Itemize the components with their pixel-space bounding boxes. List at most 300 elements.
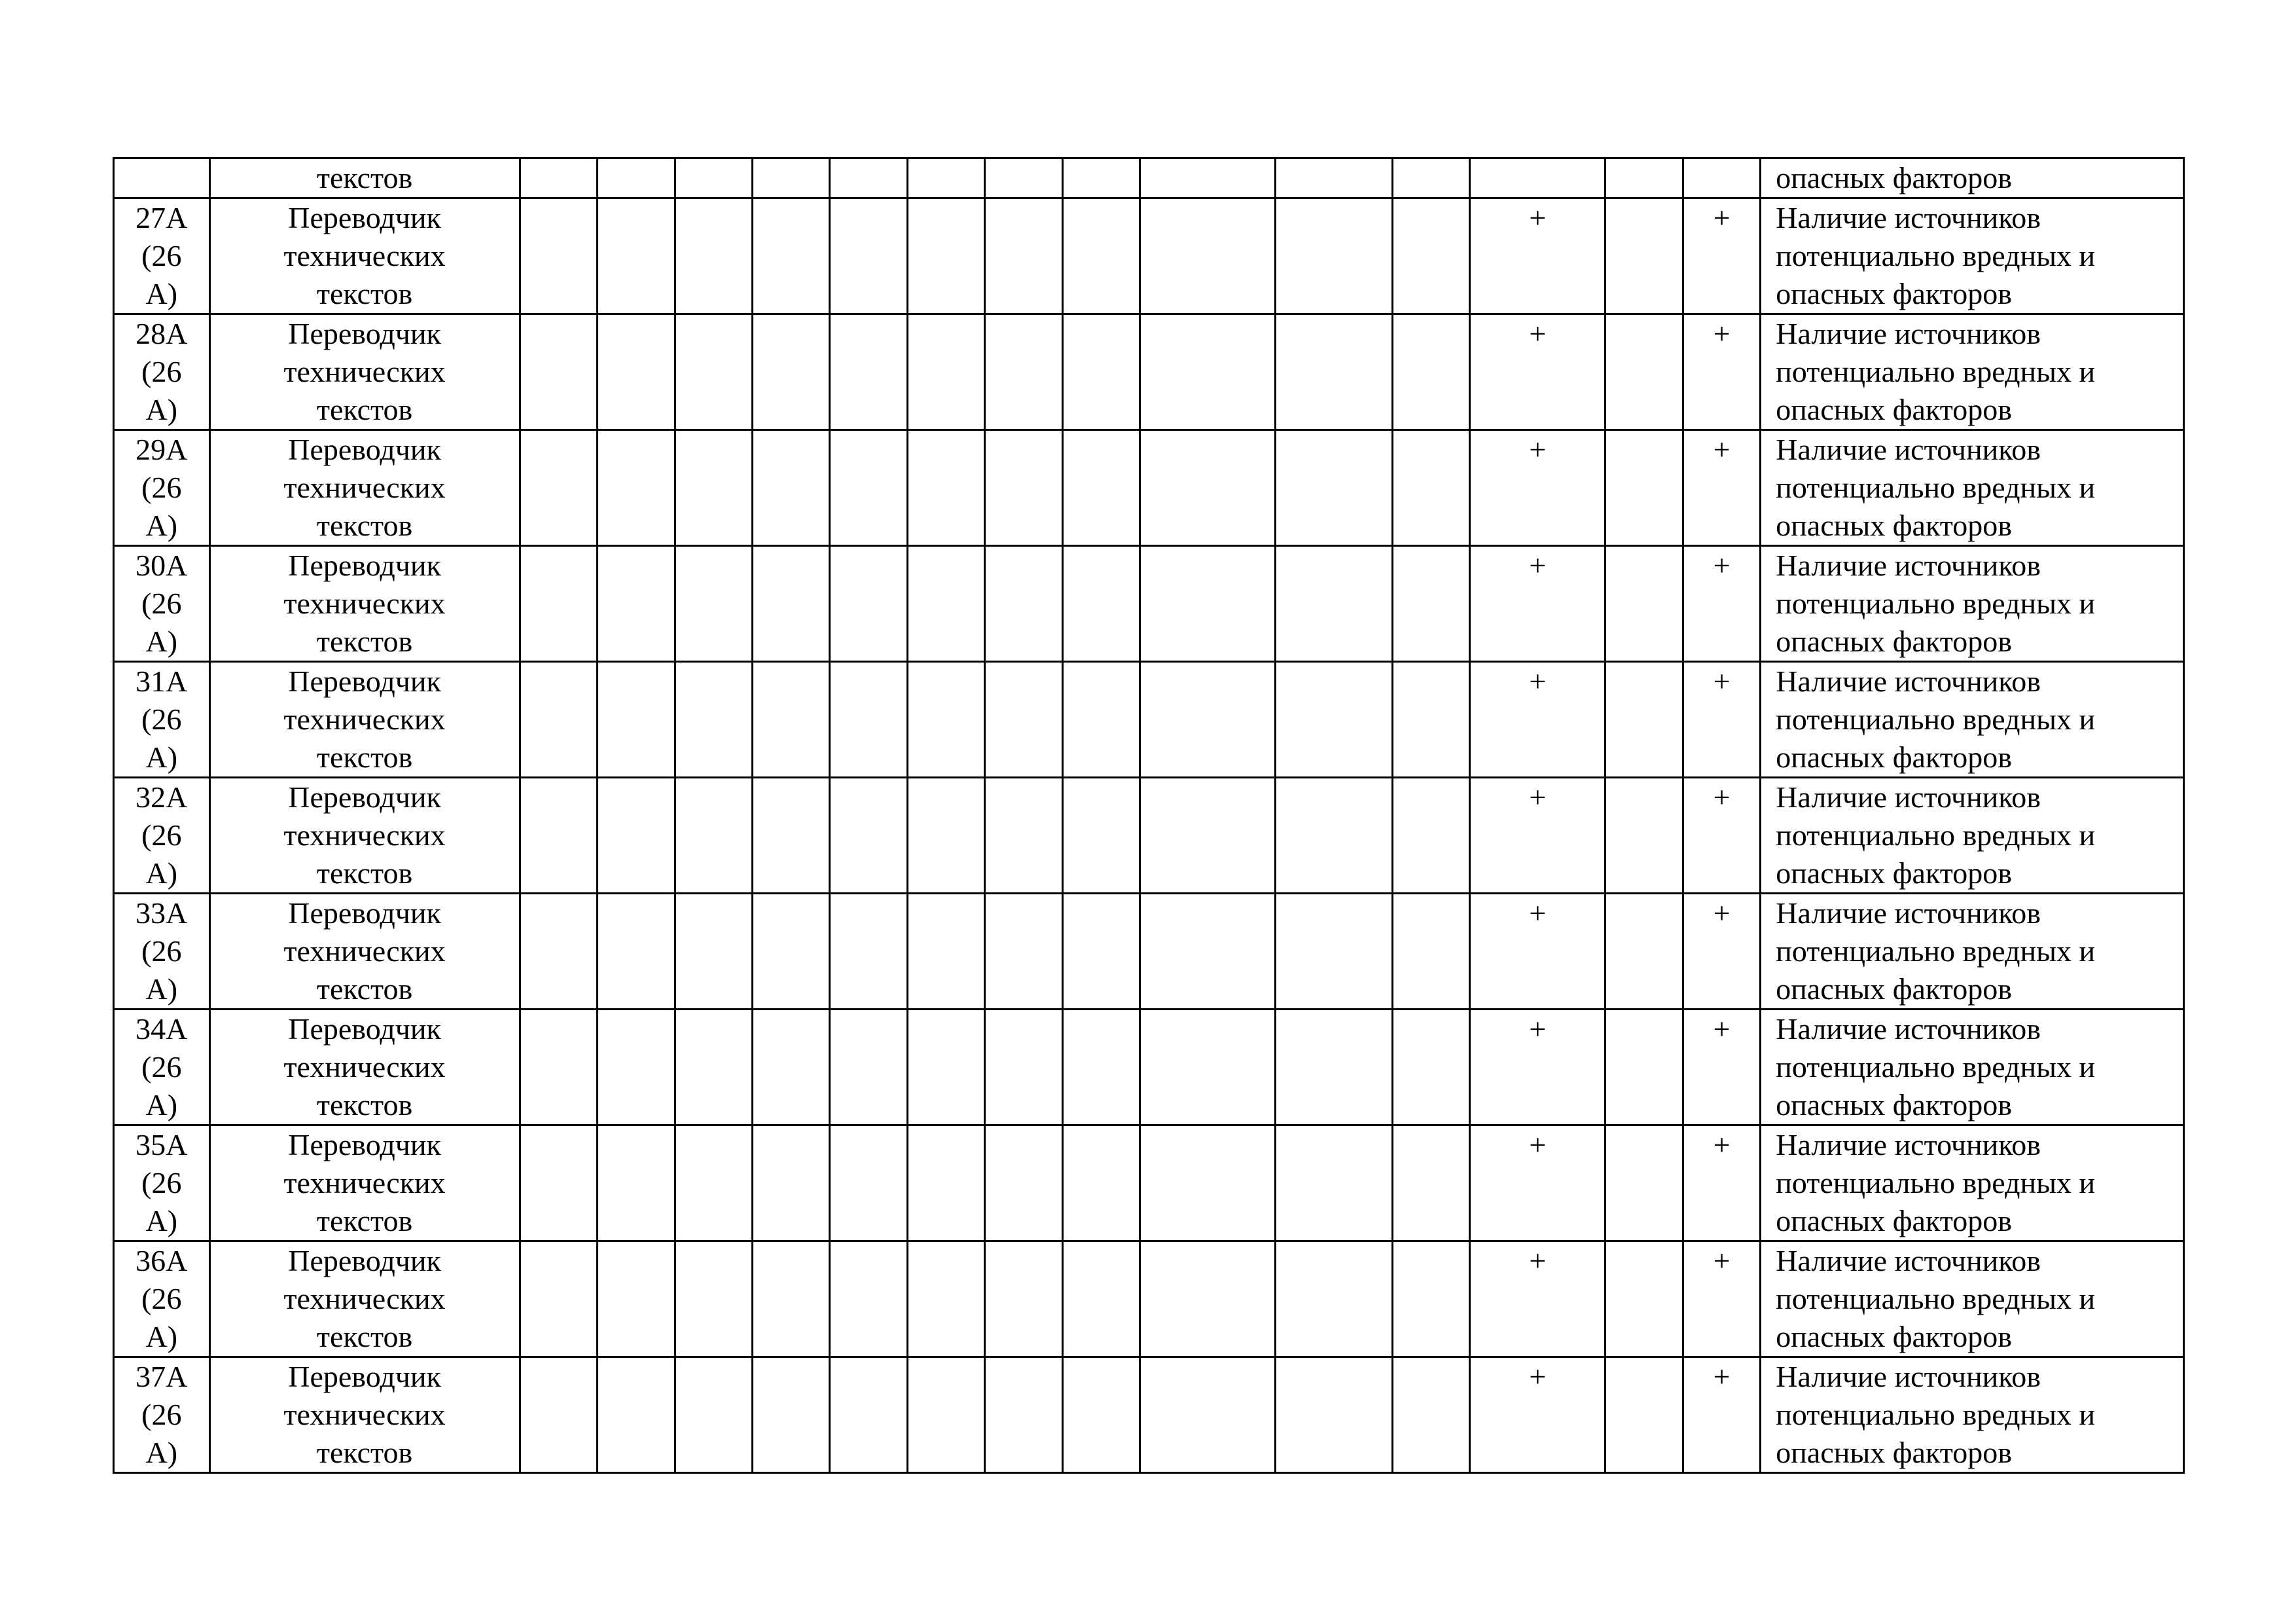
position-line: текстов: [316, 856, 413, 890]
row-number-line: А): [145, 625, 178, 658]
table-row: [114, 198, 2184, 314]
cell-note: [1761, 430, 2184, 546]
cell-position: [209, 662, 520, 778]
cell-empty: [985, 1125, 1062, 1241]
cell-empty: [1276, 198, 1393, 314]
note-line: потенциально вредных и: [1776, 1282, 2096, 1315]
row-number-line: 30А: [135, 549, 188, 582]
row-number-line: (26: [141, 818, 182, 852]
row-number-line: 35А: [135, 1128, 188, 1161]
cell-empty: [985, 662, 1062, 778]
continuation-row: [114, 158, 2184, 198]
row-number-line: (26: [141, 239, 182, 272]
cell-empty: [752, 1010, 829, 1125]
cell-empty: [985, 158, 1062, 198]
cell-number: [114, 430, 210, 546]
cell-number: [114, 894, 210, 1010]
plus-mark: +: [1529, 1128, 1547, 1161]
position-line: технических: [283, 1282, 446, 1315]
cell-empty: [752, 158, 829, 198]
cell-empty: [1392, 1357, 1469, 1473]
cell-empty: [907, 1357, 984, 1473]
cell-empty: [1605, 1357, 1683, 1473]
plus-mark: +: [1713, 1128, 1731, 1161]
cell-mark: [1683, 894, 1760, 1010]
position-line: технических: [283, 702, 446, 736]
cell-empty: [520, 158, 597, 198]
position-line: текстов: [316, 972, 413, 1006]
cell-empty: [520, 314, 597, 430]
row-number-line: А): [145, 1320, 178, 1353]
position-line: технических: [283, 1050, 446, 1084]
cell-empty: [1140, 1010, 1276, 1125]
row-number-line: (26: [141, 702, 182, 736]
cell-empty: [752, 546, 829, 662]
cell-empty: [830, 1125, 907, 1241]
cell-empty: [752, 894, 829, 1010]
cell-empty: [1140, 158, 1276, 198]
cell-empty: [598, 1241, 675, 1357]
row-number-line: А): [145, 277, 178, 310]
cell-empty: [907, 894, 984, 1010]
row-number-line: (26: [141, 1050, 182, 1084]
cell-empty: [752, 314, 829, 430]
cell-empty: [520, 662, 597, 778]
cell-empty: [752, 778, 829, 894]
note-line: потенциально вредных и: [1776, 934, 2096, 968]
cell-empty: [1392, 662, 1469, 778]
note-line: опасных факторов: [1776, 393, 2012, 426]
cell-note: [1761, 1010, 2184, 1125]
cell-empty: [598, 1125, 675, 1241]
row-number-line: (26: [141, 1166, 182, 1199]
note-line: опасных факторов: [1776, 1436, 2012, 1469]
cell-empty: [598, 158, 675, 198]
cell-empty: [1140, 546, 1276, 662]
position-line: текстов: [316, 277, 413, 310]
cell-empty: [675, 1357, 752, 1473]
note-line: опасных факторов: [1776, 740, 2012, 774]
cell-mark: [1683, 546, 1760, 662]
cell-empty: [1276, 1357, 1393, 1473]
assessment-table: [113, 157, 2185, 1474]
cell-position: [209, 1125, 520, 1241]
cell-mark: [1683, 1241, 1760, 1357]
cell-empty: [1140, 1241, 1276, 1357]
cell-empty: [1140, 314, 1276, 430]
cell-empty: [907, 778, 984, 894]
row-number-line: 27А: [135, 201, 188, 234]
row-number-line: А): [145, 393, 178, 426]
cell-empty: [1276, 662, 1393, 778]
note-line: потенциально вредных и: [1776, 239, 2096, 272]
plus-mark: +: [1713, 1360, 1731, 1393]
cell-empty: [1683, 158, 1760, 198]
cell-empty: [907, 1241, 984, 1357]
note-line: опасных факторов: [1776, 1320, 2012, 1353]
cell-number: [114, 1357, 210, 1473]
plus-mark: +: [1713, 201, 1731, 234]
note-tail: опасных факторов: [1776, 161, 2012, 194]
cell-number: [114, 158, 210, 198]
cell-mark: [1683, 430, 1760, 546]
note-line: Наличие источников: [1776, 1360, 2041, 1393]
cell-empty: [907, 662, 984, 778]
cell-empty: [1062, 1125, 1139, 1241]
cell-mark: [1470, 1357, 1605, 1473]
cell-empty: [985, 430, 1062, 546]
cell-empty: [1276, 1010, 1393, 1125]
row-number-line: 33А: [135, 896, 188, 930]
position-line: текстов: [316, 1088, 413, 1122]
cell-empty: [675, 1125, 752, 1241]
position-line: технических: [283, 355, 446, 388]
cell-empty: [1605, 546, 1683, 662]
cell-empty: [830, 546, 907, 662]
cell-empty: [985, 778, 1062, 894]
row-number-line: (26: [141, 355, 182, 388]
row-number-line: 34А: [135, 1012, 188, 1046]
row-number-line: А): [145, 1436, 178, 1469]
note-line: Наличие источников: [1776, 549, 2041, 582]
cell-empty: [675, 1010, 752, 1125]
cell-empty: [907, 1125, 984, 1241]
plus-mark: +: [1713, 780, 1731, 814]
cell-note: [1761, 198, 2184, 314]
position-line: текстов: [316, 1204, 413, 1237]
cell-empty: [1392, 1125, 1469, 1241]
cell-empty: [1140, 1357, 1276, 1473]
position-line: технических: [283, 1398, 446, 1431]
cell-note: [1761, 314, 2184, 430]
note-line: Наличие источников: [1776, 1012, 2041, 1046]
cell-mark: [1683, 314, 1760, 430]
cell-empty: [985, 1010, 1062, 1125]
cell-empty: [1062, 158, 1139, 198]
table-body: [114, 158, 2184, 1473]
position-line: технических: [283, 934, 446, 968]
plus-mark: +: [1529, 665, 1547, 698]
position-line: Переводчик: [288, 896, 441, 930]
cell-empty: [1392, 894, 1469, 1010]
cell-empty: [1062, 894, 1139, 1010]
note-line: потенциально вредных и: [1776, 1166, 2096, 1199]
cell-empty: [1140, 1125, 1276, 1241]
position-line: Переводчик: [288, 780, 441, 814]
plus-mark: +: [1529, 780, 1547, 814]
cell-empty: [1062, 546, 1139, 662]
cell-empty: [830, 1357, 907, 1473]
cell-mark: [1683, 1125, 1760, 1241]
cell-empty: [985, 894, 1062, 1010]
position-line: технических: [283, 1166, 446, 1199]
cell-note: [1761, 1357, 2184, 1473]
position-line: текстов: [316, 1320, 413, 1353]
note-line: опасных факторов: [1776, 277, 2012, 310]
cell-empty: [1276, 430, 1393, 546]
cell-position: [209, 198, 520, 314]
cell-mark: [1470, 778, 1605, 894]
plus-mark: +: [1529, 549, 1547, 582]
row-number-line: А): [145, 740, 178, 774]
cell-empty: [1605, 198, 1683, 314]
note-line: опасных факторов: [1776, 1088, 2012, 1122]
note-line: опасных факторов: [1776, 625, 2012, 658]
table-row: [114, 778, 2184, 894]
cell-position: [209, 778, 520, 894]
cell-empty: [1276, 1241, 1393, 1357]
table-row: [114, 662, 2184, 778]
cell-empty: [1062, 430, 1139, 546]
cell-note: [1761, 894, 2184, 1010]
cell-empty: [1392, 778, 1469, 894]
row-number-line: (26: [141, 587, 182, 620]
cell-position: [209, 158, 520, 198]
cell-empty: [1276, 894, 1393, 1010]
table-row: [114, 314, 2184, 430]
table-row: [114, 1125, 2184, 1241]
table-row: [114, 546, 2184, 662]
cell-empty: [1392, 430, 1469, 546]
row-number-line: А): [145, 1204, 178, 1237]
cell-empty: [907, 198, 984, 314]
cell-empty: [520, 1010, 597, 1125]
cell-empty: [675, 430, 752, 546]
cell-empty: [1605, 1010, 1683, 1125]
cell-empty: [907, 314, 984, 430]
position-line: Переводчик: [288, 317, 441, 350]
cell-empty: [985, 1357, 1062, 1473]
table-row: [114, 430, 2184, 546]
cell-empty: [1140, 894, 1276, 1010]
plus-mark: +: [1713, 317, 1731, 350]
note-line: Наличие источников: [1776, 1244, 2041, 1277]
cell-mark: [1683, 198, 1760, 314]
position-line: Переводчик: [288, 433, 441, 466]
cell-empty: [1276, 1125, 1393, 1241]
cell-mark: [1470, 198, 1605, 314]
cell-empty: [598, 430, 675, 546]
cell-empty: [1062, 198, 1139, 314]
cell-number: [114, 1010, 210, 1125]
cell-empty: [520, 894, 597, 1010]
note-line: потенциально вредных и: [1776, 702, 2096, 736]
plus-mark: +: [1713, 896, 1731, 930]
cell-empty: [675, 198, 752, 314]
cell-empty: [675, 778, 752, 894]
cell-empty: [985, 198, 1062, 314]
cell-mark: [1683, 778, 1760, 894]
note-line: опасных факторов: [1776, 1204, 2012, 1237]
cell-number: [114, 1125, 210, 1241]
note-line: опасных факторов: [1776, 972, 2012, 1006]
cell-empty: [752, 1125, 829, 1241]
cell-empty: [1605, 1125, 1683, 1241]
cell-empty: [985, 1241, 1062, 1357]
cell-number: [114, 546, 210, 662]
cell-note: [1761, 546, 2184, 662]
cell-empty: [1392, 1241, 1469, 1357]
cell-empty: [598, 198, 675, 314]
row-number-line: 31А: [135, 665, 188, 698]
cell-mark: [1683, 662, 1760, 778]
plus-mark: +: [1529, 1012, 1547, 1046]
cell-empty: [520, 546, 597, 662]
plus-mark: +: [1529, 1360, 1547, 1393]
cell-mark: [1683, 1010, 1760, 1125]
cell-empty: [830, 430, 907, 546]
cell-empty: [1140, 778, 1276, 894]
cell-position: [209, 430, 520, 546]
row-number-line: А): [145, 509, 178, 542]
cell-empty: [1062, 1357, 1139, 1473]
cell-empty: [985, 546, 1062, 662]
note-line: потенциально вредных и: [1776, 471, 2096, 504]
row-number-line: А): [145, 972, 178, 1006]
cell-empty: [1062, 1241, 1139, 1357]
row-number-line: 37А: [135, 1360, 188, 1393]
cell-empty: [1276, 314, 1393, 430]
cell-empty: [520, 430, 597, 546]
cell-empty: [675, 546, 752, 662]
cell-empty: [752, 198, 829, 314]
cell-empty: [1392, 546, 1469, 662]
position-line: Переводчик: [288, 1128, 441, 1161]
cell-mark: [1470, 1125, 1605, 1241]
cell-empty: [675, 158, 752, 198]
cell-empty: [1605, 158, 1683, 198]
cell-note: [1761, 1125, 2184, 1241]
cell-mark: [1470, 314, 1605, 430]
plus-mark: +: [1713, 549, 1731, 582]
plus-mark: +: [1713, 433, 1731, 466]
cell-empty: [907, 430, 984, 546]
cell-empty: [520, 1357, 597, 1473]
cell-empty: [1605, 430, 1683, 546]
position-line: текстов: [316, 625, 413, 658]
cell-note: [1761, 662, 2184, 778]
position-line: Переводчик: [288, 1244, 441, 1277]
position-line: текстов: [316, 509, 413, 542]
row-number-line: А): [145, 856, 178, 890]
cell-mark: [1470, 1241, 1605, 1357]
position-line: технических: [283, 471, 446, 504]
row-number-line: (26: [141, 1282, 182, 1315]
note-line: Наличие источников: [1776, 665, 2041, 698]
cell-mark: [1470, 430, 1605, 546]
plus-mark: +: [1713, 1244, 1731, 1277]
row-number-line: А): [145, 1088, 178, 1122]
cell-empty: [1392, 1010, 1469, 1125]
plus-mark: +: [1529, 1244, 1547, 1277]
cell-mark: [1683, 1357, 1760, 1473]
cell-position: [209, 1241, 520, 1357]
cell-number: [114, 1241, 210, 1357]
cell-position: [209, 894, 520, 1010]
cell-empty: [1605, 778, 1683, 894]
note-line: потенциально вредных и: [1776, 818, 2096, 852]
note-line: потенциально вредных и: [1776, 1398, 2096, 1431]
cell-empty: [752, 430, 829, 546]
cell-empty: [675, 314, 752, 430]
cell-position: [209, 546, 520, 662]
cell-note: [1761, 158, 2184, 198]
cell-position: [209, 1010, 520, 1125]
cell-number: [114, 314, 210, 430]
cell-empty: [752, 1357, 829, 1473]
cell-mark: [1470, 1010, 1605, 1125]
cell-empty: [830, 662, 907, 778]
row-number-line: (26: [141, 471, 182, 504]
position-line: текстов: [316, 1436, 413, 1469]
position-line: текстов: [316, 740, 413, 774]
row-number-line: (26: [141, 934, 182, 968]
note-line: опасных факторов: [1776, 856, 2012, 890]
plus-mark: +: [1529, 317, 1547, 350]
cell-empty: [907, 546, 984, 662]
cell-empty: [1605, 1241, 1683, 1357]
cell-empty: [598, 546, 675, 662]
cell-empty: [520, 1241, 597, 1357]
plus-mark: +: [1529, 201, 1547, 234]
cell-empty: [598, 778, 675, 894]
cell-empty: [598, 1357, 675, 1473]
note-line: Наличие источников: [1776, 780, 2041, 814]
table-row: [114, 1357, 2184, 1473]
cell-empty: [1140, 662, 1276, 778]
cell-empty: [1392, 198, 1469, 314]
position-line: технических: [283, 587, 446, 620]
cell-empty: [1062, 1010, 1139, 1125]
cell-empty: [520, 778, 597, 894]
cell-empty: [907, 158, 984, 198]
cell-empty: [830, 314, 907, 430]
position-line: Переводчик: [288, 201, 441, 234]
cell-empty: [1470, 158, 1605, 198]
cell-empty: [1140, 430, 1276, 546]
table-row: [114, 1010, 2184, 1125]
cell-empty: [1392, 314, 1469, 430]
position-line: Переводчик: [288, 549, 441, 582]
cell-empty: [1062, 314, 1139, 430]
cell-empty: [830, 1010, 907, 1125]
cell-empty: [675, 1241, 752, 1357]
position-line: технических: [283, 239, 446, 272]
row-number-line: 32А: [135, 780, 188, 814]
plus-mark: +: [1529, 433, 1547, 466]
cell-empty: [1276, 158, 1393, 198]
cell-empty: [1062, 778, 1139, 894]
note-line: Наличие источников: [1776, 201, 2041, 234]
cell-empty: [985, 314, 1062, 430]
cell-empty: [1140, 198, 1276, 314]
cell-empty: [907, 1010, 984, 1125]
row-number-line: 28А: [135, 317, 188, 350]
cell-empty: [830, 894, 907, 1010]
row-number-line: 29А: [135, 433, 188, 466]
cell-empty: [520, 198, 597, 314]
cell-number: [114, 662, 210, 778]
position-line: Переводчик: [288, 1012, 441, 1046]
position-line: текстов: [316, 393, 413, 426]
cell-empty: [1276, 546, 1393, 662]
note-line: опасных факторов: [1776, 509, 2012, 542]
note-line: Наличие источников: [1776, 1128, 2041, 1161]
cell-mark: [1470, 546, 1605, 662]
cell-empty: [830, 158, 907, 198]
note-line: потенциально вредных и: [1776, 355, 2096, 388]
note-line: потенциально вредных и: [1776, 1050, 2096, 1084]
